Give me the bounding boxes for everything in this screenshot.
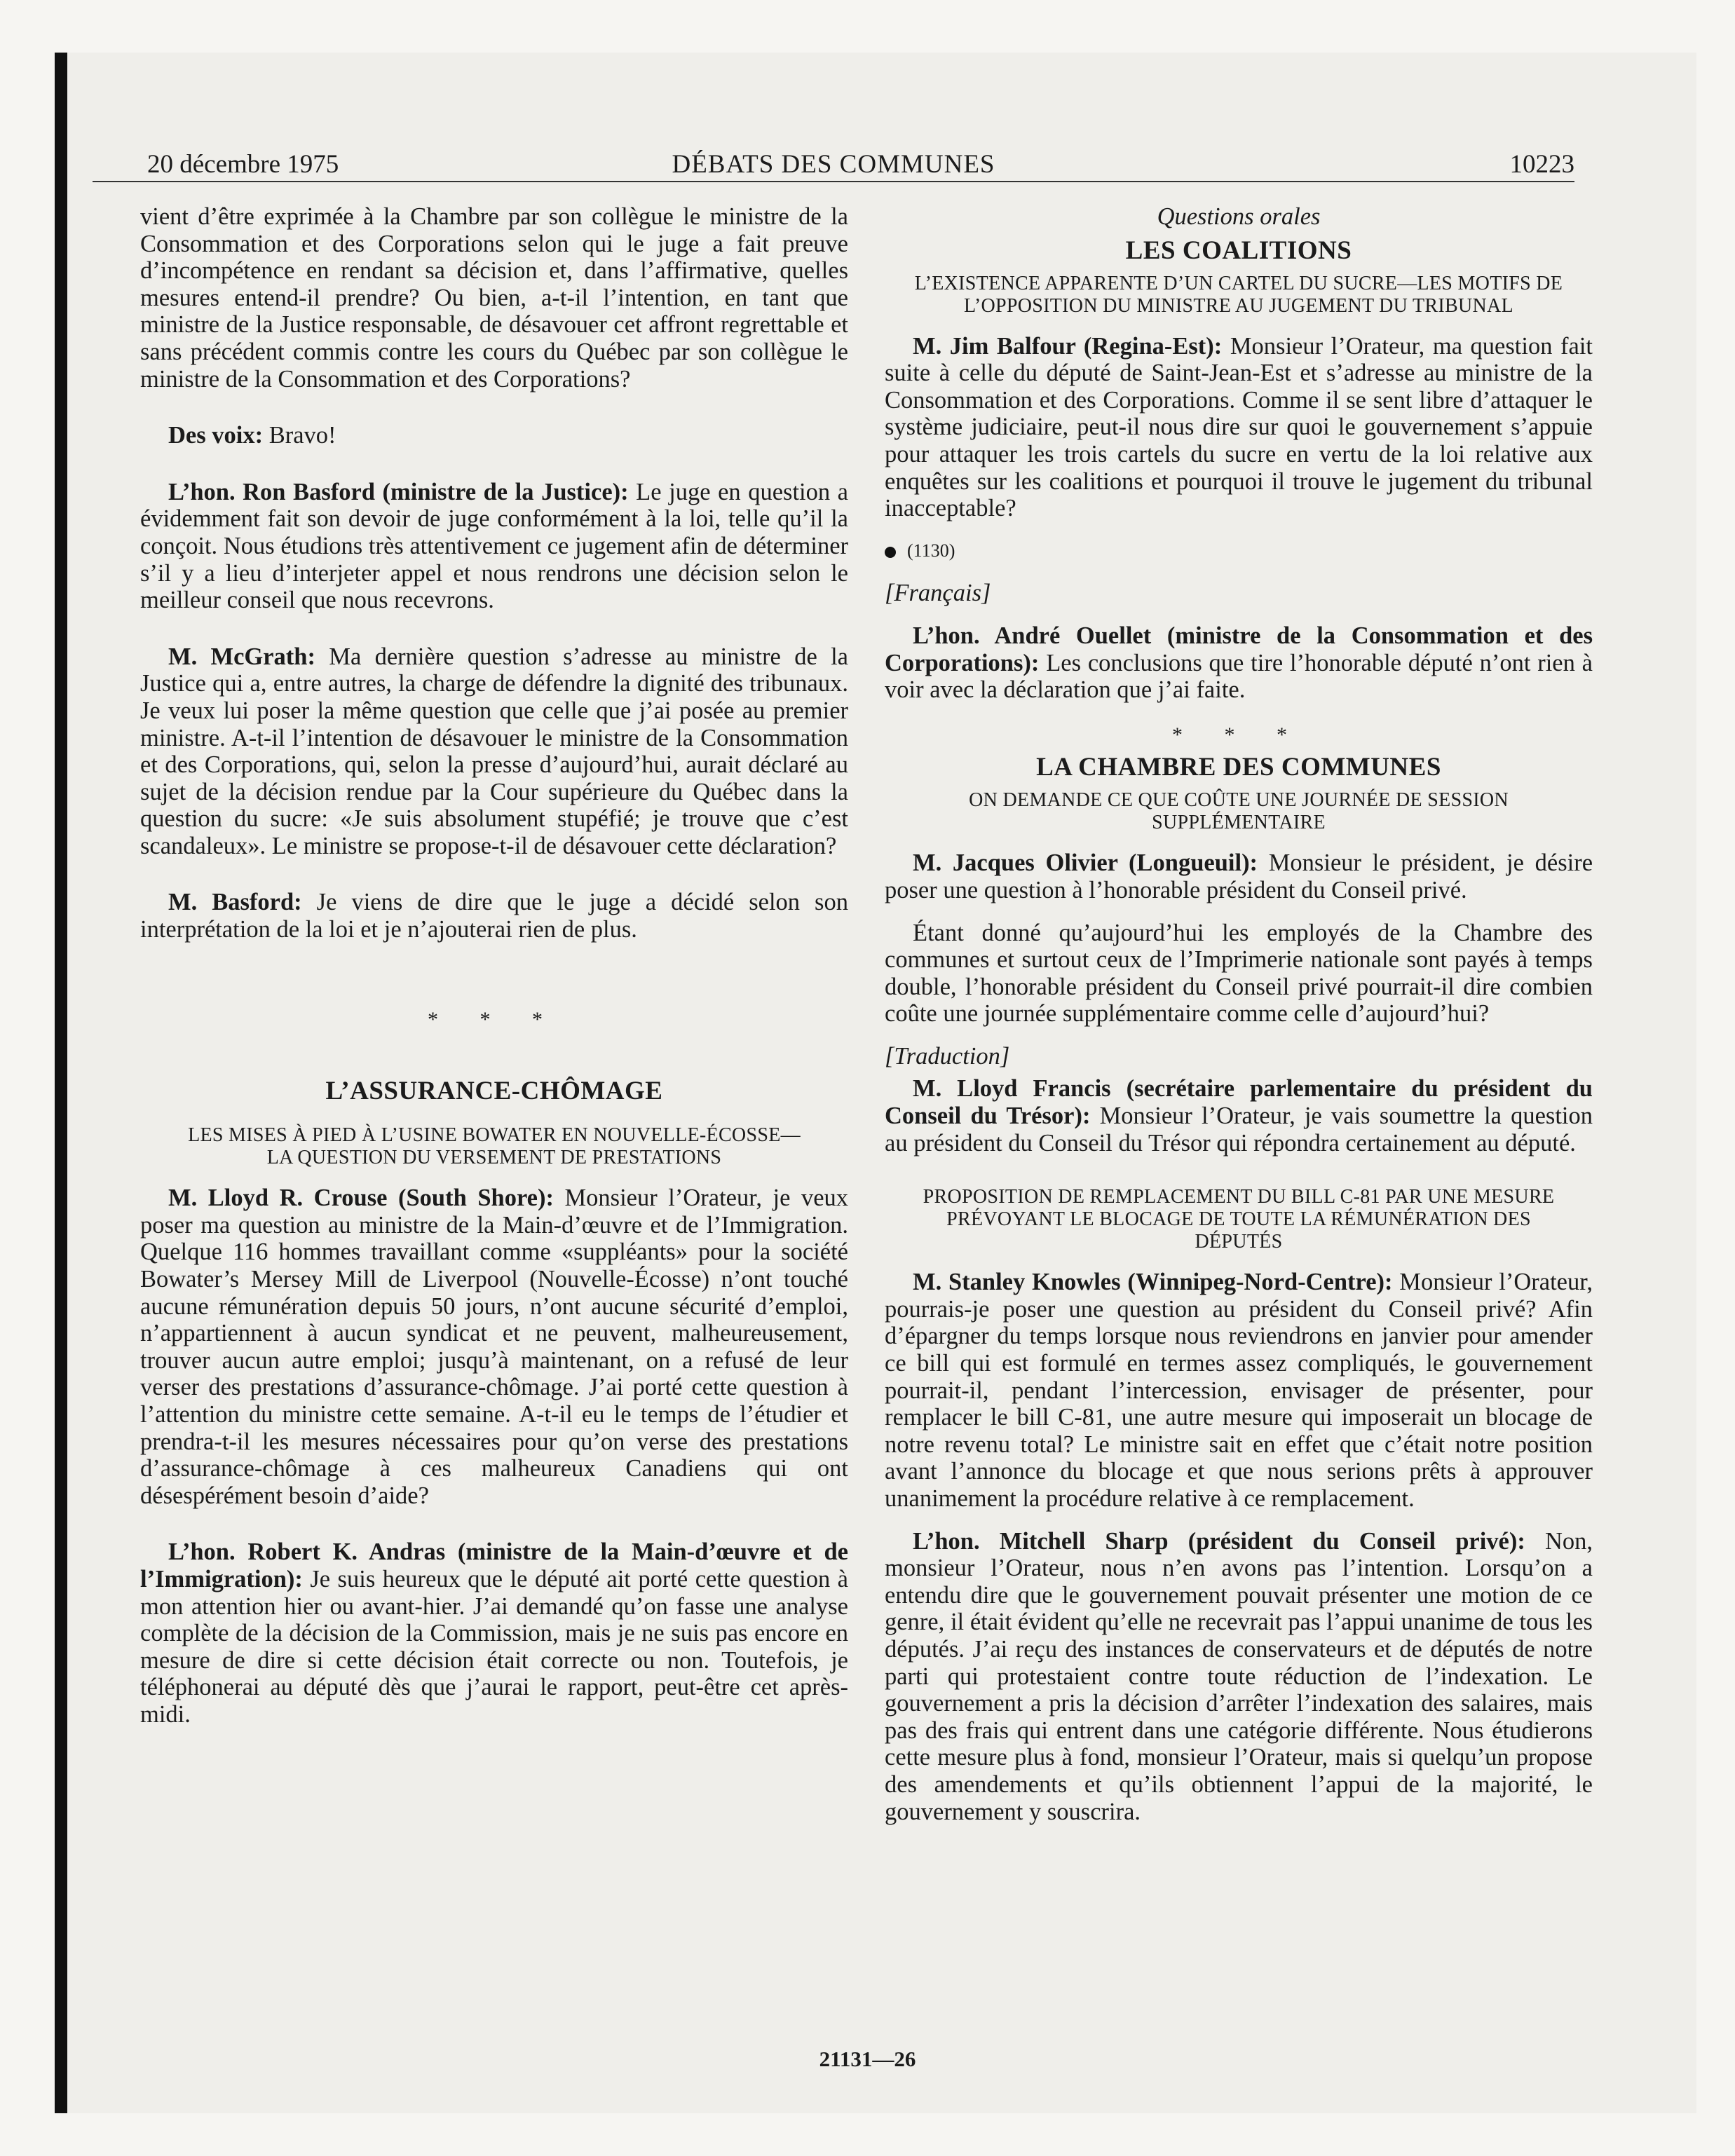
speaker: M. Jacques Olivier (Longueuil): (913, 850, 1258, 877)
paragraph (885, 1528, 1593, 1826)
subheading: ON DEMANDE CE QUE COÛTE UNE JOURNÉE DE SESSION SUPPLÉMENTAIRE (969, 789, 1509, 834)
left-column (140, 203, 848, 1728)
subheading: LES MISES À PIED À L’USINE BOWATER EN NOUVELLE-ÉCOSSE—LA QUESTION DU VERSEMENT DE PRESTATIONS (188, 1124, 801, 1169)
language-marker: [Traduction] (885, 1042, 1010, 1070)
header-page-number: 10223 (1509, 150, 1574, 179)
paragraph (885, 1269, 1593, 1512)
speech: Bravo! (263, 422, 336, 449)
right-column (885, 203, 1593, 1825)
speech: Je viens de dire que le juge a décidé selon son interprétation de la loi et je n’ajouterai rien de plus. (140, 889, 848, 943)
subheading: L’EXISTENCE APPARENTE D’UN CARTEL DU SUCRE—LES MOTIFS DE L’OPPOSITION DU MINISTRE AU JUGEMENT DU TRIBUNAL (914, 272, 1563, 317)
header-title: DÉBATS DES COMMUNES (672, 150, 995, 179)
speech: Je suis heureux que le député ait porté cette question à mon attention hier ou avant-hier. J’ai demandé qu’on fasse une analyse complète de la décision de la Commission, mais je ne suis pas encore en mesure de dire si cette décision était correcte ou non. Toutefois, je téléphonerai au député dès que j’aurai le rapport, peut-être cet après-midi. (140, 1565, 848, 1728)
speech: Monsieur l’Orateur, je veux poser ma question au ministre de la Main-d’œuvre et de l’Immigration. Quelque 116 hommes travaillant comme «suppléants» pour la société Bowater’s Mersey Mill de Liverpool (Nouvelle-Écosse) n’ont touché aucune rémunération depuis 50 jours, n’ont aucune sécurité d’emploi, n’appartiennent à aucun syndicat et ne peuvent, malheureusement, trouver aucun autre emploi; jusqu’à maintenant, on a refusé de leur verser des prestations d’assurance-chômage. J’ai porté cette question à l’attention du ministre cette semaine. A-t-il eu le temps de l’étudier et prendra-t-il les mesures nécessaires pour qu’on verse des prestations d’assurance-chômage à ces malheureux Canadiens qui ont désespérément besoin d’aide? (140, 1185, 849, 1509)
speaker: L’hon. Mitchell Sharp (président du Conseil privé): (913, 1527, 1525, 1555)
section-separator: * * * (428, 1007, 561, 1031)
speech: Ma dernière question s’adresse au ministre de la Justice qui a, entre autres, la charge de défendre la dignité des tribunaux. Je veux lui poser la même question que celle que j’ai posée au premier ministre. A-t-il l’intention de désavouer le ministre de la Consommation et des Corporations, qui, selon la presse d’aujourd’hui, aurait déclaré au sujet de la décision rendue par la Cour supérieure du Québec dans la question du sucre: «Je suis absolument stupéfié; je trouve que c’est scandaleux». Le ministre se propose-t-il de désavouer cette déclaration? (140, 643, 848, 859)
bullet-icon (885, 547, 896, 558)
paragraph (140, 1185, 848, 1509)
time-marker: (1130) (885, 538, 1593, 565)
speech: Monsieur l’Orateur, ma question fait suite à celle du député de Saint-Jean-Est et s’adresse au ministre de la Consommation et des Corporations. Comme il se sent libre d’attaquer le système judiciaire, peut-il nous dire sur quoi le gouvernement s’appuie pour attaquer les trois cartels du sucre en vertu de la loi relative aux enquêtes sur les coalitions et pourquoi il trouve le jugement du tribunal inacceptable? (885, 332, 1593, 522)
page-footer-code: 21131—26 (819, 2047, 916, 2071)
section-heading: L’ASSURANCE-CHÔMAGE (325, 1077, 663, 1106)
paragraph (885, 622, 1593, 704)
paragraph (140, 1538, 848, 1728)
speech: Le juge en question a évidemment fait son devoir de juge conformément à la loi, telle qu’il la conçoit. Nous étudions très attentivement ce jugement afin de déterminer s’il y a lieu d’interjeter appel et nous rendrons une décision selon le meilleur conseil que nous recevrons. (140, 478, 848, 614)
header-date: 20 décembre 1975 (147, 150, 339, 179)
paragraph: Étant donné qu’aujourd’hui les employés de la Chambre des communes et surtout ceux de l’Imprimerie nationale sont payés à temps double, l’honorable président du Conseil privé pourrait-il dire combien coûte une journée supplémentaire comme celle d’aujourd’hui? (885, 919, 1593, 1028)
speaker: Des voix: (168, 422, 264, 449)
subheading: PROPOSITION DE REMPLACEMENT DU BILL C-81 PAR UNE MESURE PRÉVOYANT LE BLOCAGE DE TOUTE LA RÉMUNÉRATION DES DÉPUTÉS (923, 1186, 1555, 1253)
paragraph (140, 422, 848, 449)
rubric: Questions orales (1157, 203, 1321, 230)
speaker: M. McGrath: (168, 643, 315, 670)
speaker: L’hon. André Ouellet (ministre de la Consommation et des Corporations): (885, 622, 1593, 676)
paragraph: vient d’être exprimée à la Chambre par son collègue le ministre de la Consommation et des Corporations selon qui le juge a fait preuve d’incompétence en rendant sa décision et, dans l’affirmative, quelles mesures entend-il prendre? Ou bien, a-t-il l’intention, en tant que ministre de la Justice responsable, de désavouer cet affront regrettable et sans précédent commis contre les cours du Québec par son collègue le ministre de la Consommation et des Corporations? (140, 203, 848, 393)
speech: Les conclusions que tire l’honorable député n’ont rien à voir avec la déclaration que j’ai faite. (885, 649, 1593, 704)
paragraph (140, 643, 848, 860)
speaker: M. Lloyd Francis (secrétaire parlementaire du président du Conseil du Trésor): (885, 1075, 1593, 1130)
speaker: L’hon. Ron Basford (ministre de la Justice): (168, 478, 629, 505)
speech: Monsieur l’Orateur, pourrais-je poser une question au président du Conseil privé? Afin d’épargner du temps lorsque nous reviendrons en janvier pour amender ce bill qui est formulé en termes assez compliqués, le gouvernement pourrait-il, pendant l’intercession, envisager de présenter, pour remplacer le bill C-81, une autre mesure qui imposerait un blocage de notre revenu total? Le ministre sait en effet que c’était notre position avant l’annonce du blocage et que nous serions prêts à approuver unanimement la procédure relative à ce remplacement. (885, 1269, 1593, 1512)
paragraph (885, 333, 1593, 522)
speech: Monsieur l’Orateur, je vais soumettre la question au président du Conseil du Trésor qui répondra certainement au député. (885, 1103, 1593, 1157)
speech: Non, monsieur l’Orateur, nous n’en avons pas l’intention. Lorsqu’on a entendu dire que le gouvernement pouvait présenter une motion de ce genre, il était évident qu’elle ne recevrait pas l’appui unanime de tous les députés. J’ai reçu des instances de conservateurs et de députés de notre parti qui protestaient contre toute réduction de l’indexation. Le gouvernement a pris la décision d’arrêter l’indexation des salaires, mais pas des frais qui entrent dans une catégorie différente. Nous étudierons cette mesure plus à fond, monsieur l’Orateur, mais si quelqu’un propose des amendements et qu’ils obtiennent l’appui de la majorité, le gouvernement y souscrira. (885, 1527, 1593, 1825)
section-separator: * * * (1172, 723, 1305, 746)
paragraph (885, 1075, 1593, 1157)
speaker: M. Lloyd R. Crouse (South Shore): (168, 1185, 554, 1212)
paragraph (885, 850, 1593, 903)
speaker: M. Basford: (168, 889, 302, 916)
page-header (93, 149, 1574, 182)
speaker: M. Stanley Knowles (Winnipeg-Nord-Centre): (913, 1269, 1393, 1296)
speaker: L’hon. Robert K. Andras (ministre de la Main-d’œuvre et de l’Immigration): (140, 1538, 848, 1592)
paragraph (140, 889, 848, 943)
paragraph (140, 479, 848, 614)
speech: Monsieur le président, je désire poser une question à l’honorable président du Conseil privé. (885, 850, 1593, 903)
language-marker: [Français] (885, 580, 991, 607)
speaker: M. Jim Balfour (Regina-Est): (913, 332, 1223, 360)
section-heading: LA CHAMBRE DES COMMUNES (1036, 753, 1441, 782)
section-heading: LES COALITIONS (1125, 236, 1352, 265)
